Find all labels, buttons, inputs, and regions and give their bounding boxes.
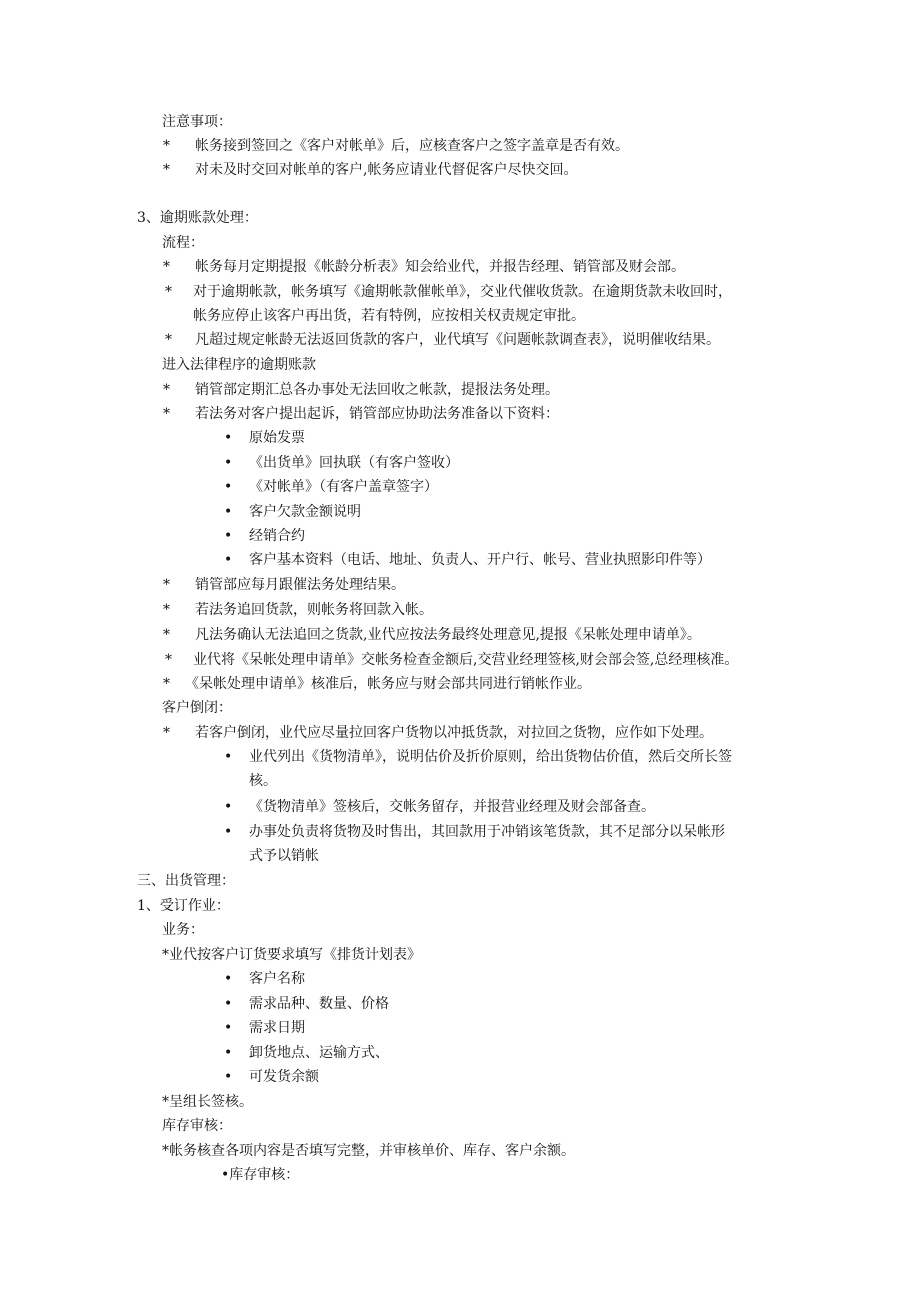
dot-bullet: • xyxy=(224,1069,233,1085)
list-item: 《对帐单》（有客户盖章签字） xyxy=(249,479,438,495)
list-item: 对未及时交回对帐单的客户,帐务应请业代督促客户尽快交回。 xyxy=(195,162,578,178)
subheading-inventory: 库存审核： xyxy=(162,1118,232,1134)
list-item: 《货物清单》签核后，交帐务留存，并报营业经理及财会部备查。 xyxy=(249,799,655,815)
subheading-legal: 进入法律程序的逾期账款 xyxy=(162,357,316,373)
list-item: 《呆帐处理申请单》核准后，帐务应与财会部共同进行销帐作业。 xyxy=(185,676,591,692)
heading-notes: 注意事项： xyxy=(162,114,232,130)
list-item: 需求品种、数量、价格 xyxy=(249,996,389,1012)
star-bullet: * xyxy=(163,162,170,178)
list-item: *呈组长签核。 xyxy=(162,1094,253,1110)
list-item: 办事处负责将货物及时售出，其回款用于冲销该笔货款，其不足部分以呆帐形 xyxy=(249,824,725,840)
list-item: 凡法务确认无法追回之货款,业代应按法务最终处理意见,提报《呆帐处理申请单》。 xyxy=(195,627,701,643)
subheading-bankruptcy: 客户倒闭： xyxy=(162,700,232,716)
list-item: 若法务对客户提出起诉，销管部应协助法务准备以下资料： xyxy=(195,406,559,422)
subheading-process: 流程： xyxy=(162,235,204,251)
dot-bullet: • xyxy=(224,528,233,544)
section-heading-orders: 1、受订作业： xyxy=(137,898,230,914)
list-item: 《出货单》回执联（有客户签收） xyxy=(249,455,459,471)
star-bullet: * xyxy=(163,676,170,692)
list-item: 对于逾期帐款，帐务填写《逾期帐款催帐单》，交业代催收货款。在逾期货款未收回时， xyxy=(193,284,732,300)
list-item: 可发货余额 xyxy=(249,1069,319,1085)
dot-bullet: • xyxy=(224,971,233,987)
list-item: 原始发票 xyxy=(249,430,305,446)
list-item: 帐务每月定期提报《帐龄分析表》知会给业代，并报告经理、销管部及财会部。 xyxy=(195,259,685,275)
dot-bullet: • xyxy=(224,1045,233,1061)
dot-bullet: • xyxy=(224,996,233,1012)
list-item: 业代将《呆帐处理申请单》交帐务检查金额后,交营业经理签核,财会部会签,总经理核准。 xyxy=(193,652,739,668)
star-bullet: * xyxy=(163,138,170,154)
star-bullet: * xyxy=(163,382,170,398)
star-bullet: * xyxy=(165,652,172,668)
star-bullet: * xyxy=(163,725,170,741)
list-item: *业代按客户订货要求填写《排货计划表》 xyxy=(162,947,421,963)
dot-bullet: • xyxy=(224,430,233,446)
list-item: 业代列出《货物清单》，说明估价及折价原则，给出货物估价值，然后交所长签 xyxy=(249,749,732,765)
section-heading-overdue: 3、逾期账款处理： xyxy=(137,210,258,226)
subheading-business: 业务： xyxy=(162,922,204,938)
list-item: 销管部定期汇总各办事处无法回收之帐款，提报法务处理。 xyxy=(195,382,559,398)
dot-bullet: • xyxy=(224,479,233,495)
star-bullet: * xyxy=(165,332,172,348)
list-item: 客户欠款金额说明 xyxy=(249,504,361,520)
list-item: 客户基本资料（电话、地址、负责人、开户行、帐号、营业执照影印件等） xyxy=(249,552,711,568)
star-bullet: * xyxy=(163,577,170,593)
list-item: 销管部应每月跟催法务处理结果。 xyxy=(195,577,405,593)
dot-bullet: • xyxy=(224,824,233,840)
list-item: 帐务接到签回之《客户对帐单》后，应核查客户之签字盖章是否有效。 xyxy=(195,138,629,154)
list-item: •库存审核： xyxy=(221,1167,300,1183)
star-bullet: * xyxy=(163,259,170,275)
list-item: 客户名称 xyxy=(249,971,305,987)
list-item-continuation: 式予以销帐 xyxy=(249,848,319,864)
dot-bullet: • xyxy=(224,552,233,568)
star-bullet: * xyxy=(163,406,170,422)
star-bullet: * xyxy=(163,627,170,643)
list-item-continuation: 核。 xyxy=(249,773,277,789)
dot-bullet: • xyxy=(224,1020,233,1036)
list-item: 若法务追回货款，则帐务将回款入帐。 xyxy=(195,602,433,618)
list-item: 卸货地点、运输方式、 xyxy=(249,1045,389,1061)
section-heading-shipping: 三、出货管理： xyxy=(137,873,235,889)
list-item: *帐务核查各项内容是否填写完整，并审核单价、库存、客户余额。 xyxy=(162,1143,575,1159)
list-item: 经销合约 xyxy=(249,528,305,544)
dot-bullet: • xyxy=(224,504,233,520)
dot-bullet: • xyxy=(224,455,233,471)
star-bullet: * xyxy=(165,284,172,300)
star-bullet: * xyxy=(163,602,170,618)
list-item: 若客户倒闭，业代应尽量拉回客户货物以冲抵货款，对拉回之货物，应作如下处理。 xyxy=(195,725,713,741)
list-item: 凡超过规定帐龄无法返回货款的客户，业代填写《问题帐款调查表》，说明催收结果。 xyxy=(195,332,720,348)
dot-bullet: • xyxy=(224,749,233,765)
dot-bullet: • xyxy=(224,799,233,815)
list-item-continuation: 帐务应停止该客户再出货，若有特例，应按相关权责规定审批。 xyxy=(193,308,585,324)
list-item: 需求日期 xyxy=(249,1020,305,1036)
